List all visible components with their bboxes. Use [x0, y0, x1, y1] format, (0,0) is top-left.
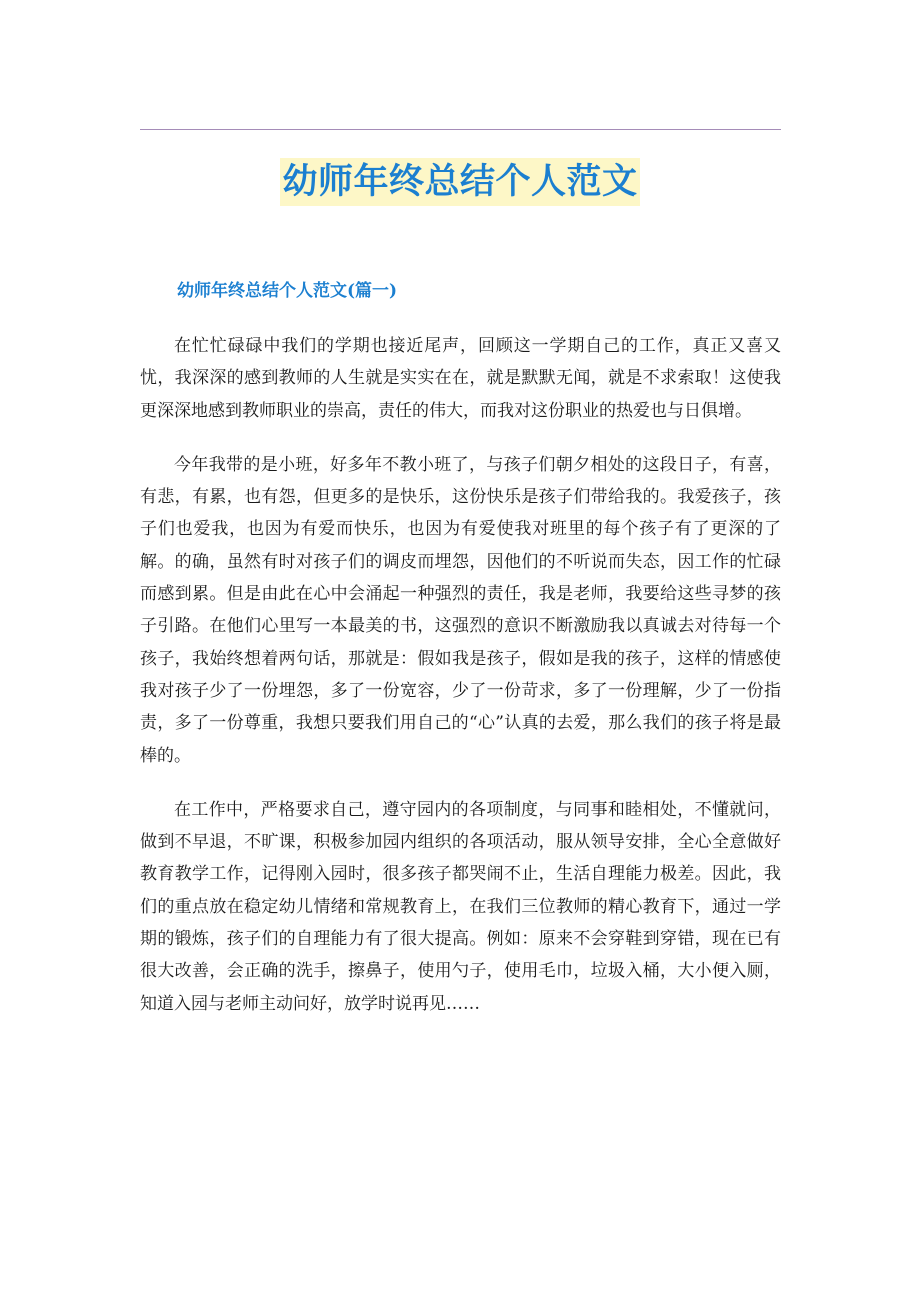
body-paragraph: 在工作中，严格要求自己，遵守园内的各项制度，与同事和睦相处，不懂就问，做到不早退，不旷课，积极参加园内组织的各项活动，服从领导安排，全心全意做好教育教学工作，记得刚入园时，很多孩子都哭闹不止，生活自理能力极差。因此，我们的重点放在稳定幼儿情绪和常规教育上，在我们三位教师的精心教育下，通过一学期的锻炼，孩子们的自理能力有了很大提高。例如：原来不会穿鞋到穿错，现在已有很大改善，会正确的洗手，擦鼻子，使用勺子，使用毛巾，垃圾入桶，大小便入厕，知道入园与老师主动问好，放学时说再见…… [140, 799, 781, 1014]
document-body [140, 330, 781, 1042]
section-heading: 幼师年终总结个人范文(篇一) [177, 281, 398, 301]
body-paragraph: 在忙忙碌碌中我们的学期也接近尾声，回顾这一学期自己的工作，真正又喜又忧，我深深的感到教师的人生就是实实在在，就是默默无闻，就是不求索取！这使我更深深地感到教师职业的崇高，责任的伟大，而我对这份职业的热爱也与日俱增。 [140, 336, 781, 421]
title-container [0, 158, 920, 206]
document-title: 幼师年终总结个人范文 [280, 158, 639, 206]
header-divider [140, 129, 781, 130]
body-paragraph: 今年我带的是小班，好多年不教小班了，与孩子们朝夕相处的这段日子，有喜，有悲，有累，也有怨，但更多的是快乐，这份快乐是孩子们带给我的。我爱孩子，孩子们也爱我，也因为有爱而快乐，也因为有爱使我对班里的每个孩子有了更深的了解。的确，虽然有时对孩子们的调皮而埋怨，因他们的不听说而失态，因工作的忙碌而感到累。但是由此在心中会涌起一种强烈的责任，我是老师，我要给这些寻梦的孩子引路。在他们心里写一本最美的书，这强烈的意识不断激励我以真诚去对待每一个孩子，我始终想着两句话，那就是：假如我是孩子，假如是我的孩子，这样的情感使我对孩子少了一份埋怨，多了一份宽容，少了一份苛求，多了一份理解，少了一份指责，多了一份尊重，我想只要我们用自己的“心”认真的去爱，那么我们的孩子将是最棒的。 [140, 454, 781, 766]
